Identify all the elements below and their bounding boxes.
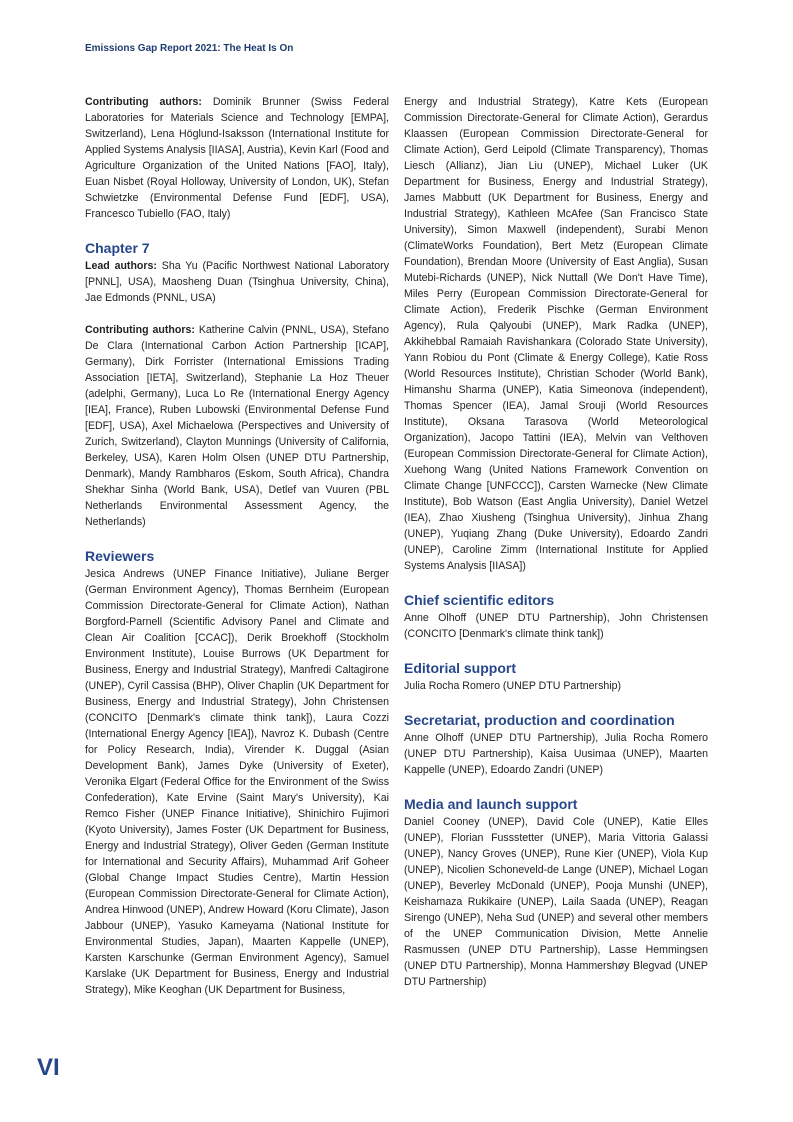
reviewers-list-continued: Energy and Industrial Strategy), Katre Kets (European Commission Directorate-General for Climate Action), Gerardus Klaassen (European Commission Directorate-General for Climate Action), Gerd Leipold (Climate Transparency), Thomas Liesch (Allianz), Jian Liu (UNEP), Michael Luker (UK Department for Business, Energy and Industrial Strategy), James Mabbutt (UK Department for Business, Energy and Industrial Strategy), Kathleen McAfee (San Francisco State University), Simon Maxwell (independent), Surabi Menon (ClimateWorks Foundation), Bert Metz (European Climate Foundation), Brendan Moore (University of East Anglia), Susan Mutebi-Richards (UNEP), Nick Nuttall (We Don't Have Time), Miles Perry (European Commission Directorate-General for Climate Action), Frederik Pischke (German Environment Agency), Rula Qalyoubi (UNEP), Mark Radka (UNEP), Akkihebbal Ramaiah Ravishankara (Colorado State University), Yann Robiou du Pont (Climate & Energy College), Katie Ross (World Resources Institute), Christian Schoder (World Bank), Himanshu Sharma (UNEP), Katia Simeonova (independent), Thomas Spencer (IEA), Jamal Srouji (World Resources Institute), Oksana Tarasova (World Meteorological Organization), Jacopo Tattini (IEA), Melvin van Velthoven (European Commission Directorate-General for Climate Action), Xuehong Wang (United Nations Framework Convention on Climate Change [UNFCCC]), Carsten Warnecke (New Climate Institute), Bob Watson (East Anglia University), Daniel Wetzel (IEA), Zhao Xiusheng (Tsinghua University), Jinhua Zhang (UNEP), Yuqiang Zhang (Duke University), Edoardo Zandri (UNEP), Caroline Zimm (International Institute for Applied Systems Analysis [IIASA])	[404, 96, 708, 572]
secretariat-text: Anne Olhoff (UNEP DTU Partnership), Julia Rocha Romero (UNEP DTU Partnership), Kaisa Uusimaa (UNEP), Maarten Kappelle (UNEP), Edoardo Zandri (UNEP)	[404, 732, 708, 776]
right-column	[404, 94, 708, 990]
chapter-6-contributing-authors	[85, 94, 389, 222]
chief-scientific-editors-heading: Chief scientific editors	[404, 592, 555, 608]
chapter-7-heading: Chapter 7	[85, 240, 150, 256]
left-column	[85, 94, 389, 998]
chapter-7-lead-authors	[85, 258, 389, 306]
lead-authors-label: Lead authors:	[85, 260, 157, 272]
reviewers-list: Jesica Andrews (UNEP Finance Initiative), Juliane Berger (German Environment Agency), Thomas Bernheim (European Commission Directorate-General for Climate Action), Nathan Borgford-Parnell (Scientific Advisory Panel and Climate and Clean Air Coalition [CCAC]), Derik Broekhoff (Stockholm Environment Institute), Louise Burrows (UK Department for Business, Energy and Industrial Strategy), Manfredi Caltagirone (UNEP), Cyril Cassisa (BHP), Oliver Chaplin (UK Department for Business, Energy and Industrial Strategy), John Christensen (CONCITO [Denmark's climate think tank]), Laura Cozzi (International Energy Agency [IEA]), Navroz K. Dubash (Centre for Policy Research, India), Virender K. Duggal (Asian Development Bank), James Dyke (University of Exeter), Veronika Elgart (Federal Office for the Environment of the Swiss Confederation), Kate Ervine (Saint Mary's University), Kai Remco Fisher (UNEP Finance Initiative), Shinichiro Fujimori (Kyoto University), James Foster (UK Department for Business, Energy and Industrial Strategy), Oliver Geden (German Institute for International and Security Affairs), Muhammad Arif Goheer (Global Change Impact Studies Centre), Martin Hession (European Commission Directorate-General for Climate Action), Andrea Hinwood (UNEP), Andrew Howard (Koru Climate), Jason Jabbour (UNEP), Yasuko Kameyama (National Institute for Environmental Studies, Japan), Maarten Kappelle (UNEP), Karsten Karschunke (German Environment Agency), Samuel Karslake (UK Department for Business, Energy and Industrial Strategy), Mike Keoghan (UK Department for Business,	[85, 568, 389, 996]
editorial-support-text: Julia Rocha Romero (UNEP DTU Partnership)	[404, 680, 622, 692]
chief-scientific-editors-text: Anne Olhoff (UNEP DTU Partnership), John Christensen (CONCITO [Denmark's climate think tank])	[404, 612, 708, 640]
chapter-7-contributing-authors	[85, 322, 389, 530]
reviewers-heading: Reviewers	[85, 548, 155, 564]
contributing-authors-text: Dominik Brunner (Swiss Federal Laboratories for Materials Science and Technology [EMPA], Switzerland), Lena Höglund-Isaksson (International Institute for Applied Systems Analysis [IIASA], Austria), Kevin Karl (Food and Agriculture Organization of the United Nations [FAO], Italy), Euan Nisbet (Royal Holloway, University of London, UK), Stefan Schwietzke (Environmental Defense Fund [EDF], USA), Francesco Tubiello (FAO, Italy)	[85, 96, 389, 220]
contributing-authors-text: Katherine Calvin (PNNL, USA), Stefano De Clara (International Carbon Action Partnership [ICAP], Germany), Dirk Forrister (International Emissions Trading Association [IETA], Switzerland), Stephanie La Hoz Theuer (adelphi, Germany), Luca Lo Re (International Energy Agency [IEA], France), Ruben Lubowski (Environmental Defense Fund [EDF], USA), Axel Michaelowa (Perspectives and University of Zurich, Switzerland), Clayton Munnings (University of California, Berkeley, USA), Karen Holm Olsen (UNEP DTU Partnership, Denmark), Mandy Rambharos (Eskom, South Africa), Chandra Shekhar Sinha (World Bank, USA), Detlef van Vuuren (PBL Netherlands Environmental Assessment Agency, the Netherlands)	[85, 324, 389, 528]
media-launch-heading: Media and launch support	[404, 796, 578, 812]
secretariat-heading: Secretariat, production and coordination	[404, 712, 675, 728]
contributing-authors-label: Contributing authors:	[85, 96, 202, 108]
editorial-support-heading: Editorial support	[404, 660, 516, 676]
running-header: Emissions Gap Report 2021: The Heat Is On	[85, 43, 294, 54]
contributing-authors-label: Contributing authors:	[85, 324, 195, 336]
lead-authors-text: Sha Yu (Pacific Northwest National Laboratory [PNNL], USA), Maosheng Duan (Tsinghua University, China), Jae Edmonds (PNNL, USA)	[85, 260, 389, 304]
media-launch-text: Daniel Cooney (UNEP), David Cole (UNEP), Katie Elles (UNEP), Florian Fussstetter (UNEP), Maria Vittoria Galassi (UNEP), Nancy Groves (UNEP), Rune Kier (UNEP), Viola Kup (UNEP), Nicolien Schoneveld-de Lange (UNEP), Michael Logan (UNEP), Beverley McDonald (UNEP), Pooja Munshi (UNEP), Keishamaza Rukikaire (UNEP), Laila Saada (UNEP), Reagan Sirengo (UNEP), Neha Sud (UNEP) and several other members of the UNEP Communication Division, Mette Annelie Rasmussen (UNEP DTU Partnership), Lasse Hemmingsen (UNEP DTU Partnership), Monna Hammershøy Blegvad (UNEP DTU Partnership)	[404, 816, 708, 988]
page-number: VI	[37, 1054, 60, 1081]
